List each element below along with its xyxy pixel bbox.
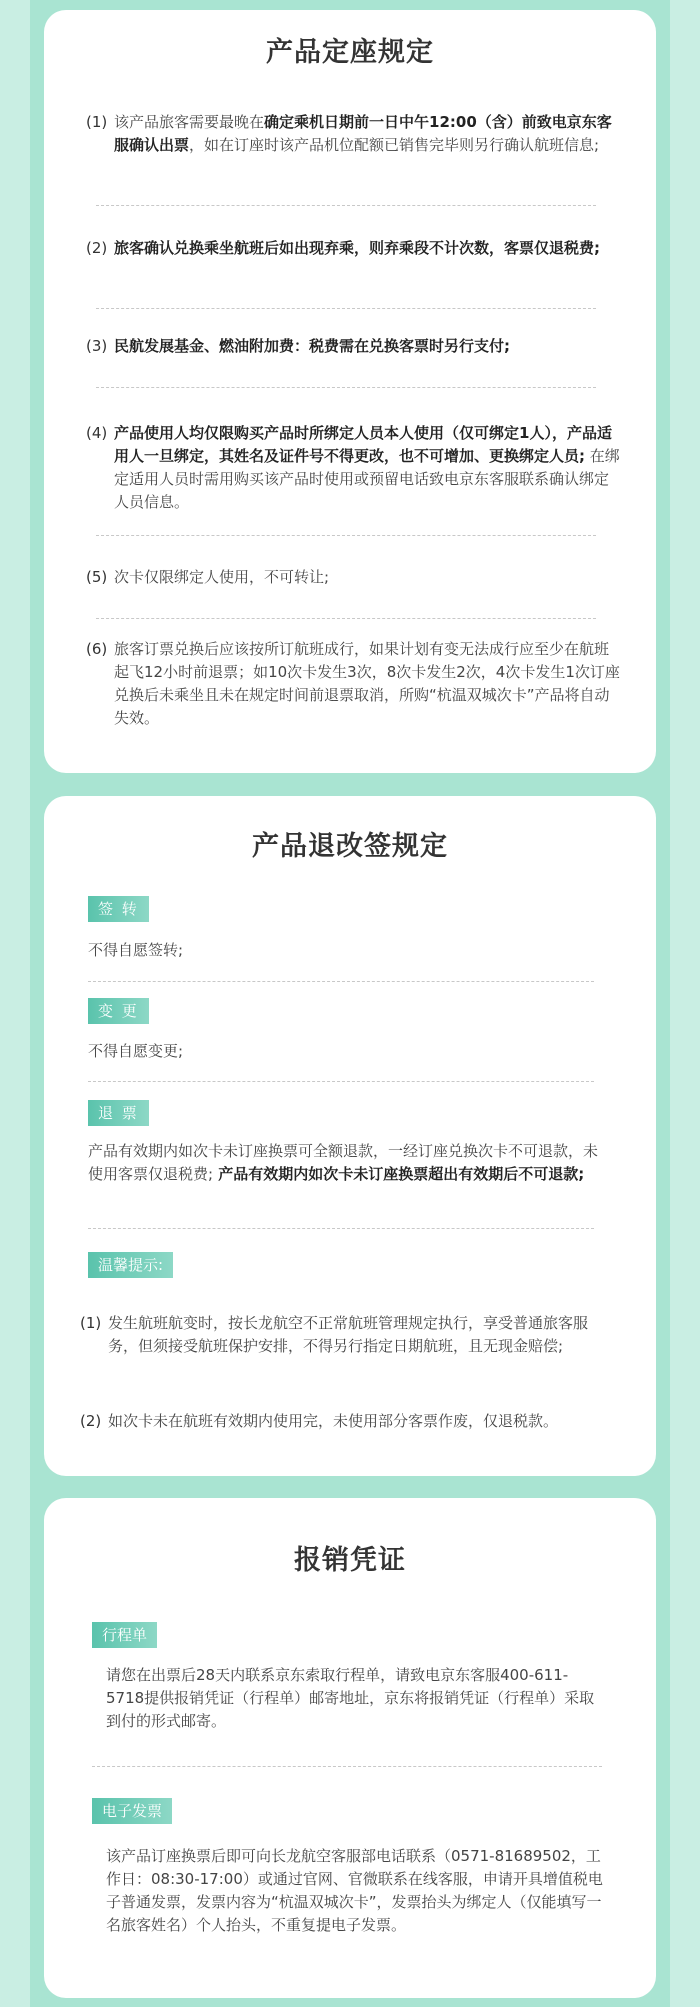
rule-number: (6) [86,640,108,658]
divider [88,1081,594,1082]
rule-text-bold: 产品使用人均仅限购买产品时所绑定人员本人使用（仅可绑定1人），产品适用人一旦绑定，其姓名及证件号不得更改，也不可增加、更换绑定人员; [114,424,612,465]
rule-text [114,566,622,589]
rule-text-part: ，如在订座时该产品机位配额已销售完毕则另行确认航班信息; [189,136,600,154]
divider [96,308,596,309]
tips-tag: 温馨提示: [88,1252,173,1278]
rule-text-part: 次卡仅限绑定人使用，不可转让; [114,568,330,586]
rule-text [114,638,622,730]
itinerary-text: 请您在出票后28天内联系京东索取行程单，请致电京东客服400-611-5718提供报销凭证（行程单）邮寄地址，京东将报销凭证（行程单）采取到付的形式邮寄。 [106,1666,595,1730]
itinerary-tag: 行程单 [92,1622,157,1648]
refund-text-part: 产品有效期内如次卡未订座换票可全额退款，一经订座兑换次卡不可退款，未使用客票仅退税费; [88,1142,599,1183]
refund-text [88,1140,608,1186]
seat-rules-card [44,10,656,773]
einvoice-tag: 电子发票 [92,1798,172,1824]
rule-number: (2) [86,239,108,257]
tip-text: 发生航班航变时，按长龙航空不正常航班管理规定执行，享受普通旅客服务，但须接受航班保护安排，不得另行指定日期航班，且无现金赔偿; [108,1314,589,1355]
rule-number: (1) [86,113,108,131]
divider [88,1228,594,1229]
refund-tag: 退 票 [88,1100,149,1126]
rule-text-bold: 民航发展基金、燃油附加费：税费需在兑换客票时另行支付; [114,337,511,355]
invoice-card [44,1498,656,1998]
rule-text-bold: 确定乘机日期前一日中午12:00（含）前致电京东客服确认出票 [114,113,612,154]
seat-rules-title: 产品定座规定 [266,37,434,68]
rule-number: (4) [86,424,108,442]
rule-number: (5) [86,568,108,586]
tip-number: (2) [80,1412,102,1430]
divider [92,1766,602,1767]
rule-text [114,335,622,358]
rule-text [114,111,622,157]
rule-number: (3) [86,337,108,355]
tip-number: (1) [80,1314,102,1332]
divider [96,535,596,536]
rule-text-part: 该产品旅客需要最晚在 [114,113,265,131]
divider [96,387,596,388]
einvoice-text: 该产品订座换票后即可向长龙航空客服部电话联系（0571-81689502，工作日：08:30-17:00）或通过官网、官微联系在线客服，申请开具增值税电子普通发票，发票内容为“杭温双城次卡”，发票抬头为绑定人（仅能填写一名旅客姓名）个人抬头，不重复提电子发票。 [106,1847,603,1934]
endorse-text: 不得自愿签转; [88,941,184,959]
refund-text-bold: 产品有效期内如次卡未订座换票超出有效期后不可退款; [213,1165,585,1183]
rule-text [114,237,622,260]
rule-text-part: 在绑定适用人员时需用购买该产品时使用或预留电话致电京东客服联系确认绑定人员信息。 [114,447,620,511]
change-tag: 变 更 [88,998,149,1024]
tip-text: 如次卡未在航班有效期内使用完，未使用部分客票作废，仅退税款。 [108,1412,559,1430]
invoice-title: 报销凭证 [294,1545,406,1576]
change-text: 不得自愿变更; [88,1042,184,1060]
divider [96,618,596,619]
divider [88,981,594,982]
endorse-tag: 签 转 [88,896,149,922]
rule-text-bold: 旅客确认兑换乘坐航班后如出现弃乘，则弃乘段不计次数，客票仅退税费; [114,239,601,257]
refund-rules-title: 产品退改签规定 [252,831,448,862]
refund-rules-card [44,796,656,1476]
rule-text-part: 旅客订票兑换后应该按所订航班成行，如果计划有变无法成行应至少在航班起飞12小时前退票；如10次卡发生3次，8次卡发生2次，4次卡发生1次订座兑换后未乘坐且未在规定时间前退票取消，所购“杭温双城次卡”产品将自动失效。 [114,640,620,727]
rule-text [114,422,622,514]
divider [96,205,596,206]
